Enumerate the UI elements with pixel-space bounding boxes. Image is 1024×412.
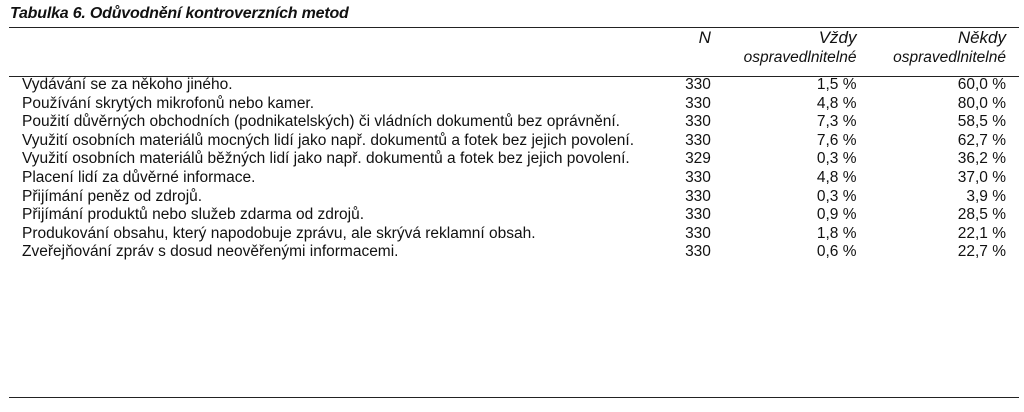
- table-row: [9, 95, 1019, 114]
- row-n: 330: [685, 206, 711, 224]
- table-row: [9, 188, 1019, 207]
- row-label: Vydávání se za někoho jiného.: [22, 76, 233, 93]
- row-sometimes: 80,0 %: [957, 94, 1006, 112]
- row-always: 4,8 %: [816, 168, 857, 186]
- row-always: 1,5 %: [816, 76, 857, 93]
- row-n: 330: [685, 113, 711, 131]
- header-sometimes-line2: ospravedlnitelné: [893, 49, 1006, 66]
- row-n: 330: [685, 224, 711, 242]
- row-sometimes: 22,7 %: [957, 243, 1006, 261]
- row-label: Produkování obsahu, který napodobuje zprávu, ale skrývá reklamní obsah.: [22, 224, 536, 242]
- row-always: 1,8 %: [816, 224, 857, 242]
- row-always: 7,6 %: [816, 131, 857, 149]
- row-sometimes: 36,2 %: [957, 150, 1006, 168]
- row-sometimes: 62,7 %: [957, 131, 1006, 149]
- table-row: [9, 150, 1019, 169]
- row-n: 330: [685, 131, 711, 149]
- header-always-line2: ospravedlnitelné: [743, 49, 857, 66]
- row-label: Zveřejňování zpráv s dosud neověřenými informacemi.: [22, 243, 399, 261]
- row-sometimes: 37,0 %: [957, 168, 1006, 186]
- row-always: 4,8 %: [816, 94, 857, 112]
- table-row: [9, 225, 1019, 244]
- table-row: [9, 206, 1019, 225]
- header-label: [9, 28, 652, 76]
- row-n: 330: [685, 94, 711, 112]
- row-sometimes: 60,0 %: [957, 76, 1006, 93]
- row-sometimes: 28,5 %: [957, 206, 1006, 224]
- header-n: [652, 28, 724, 76]
- table-row: [9, 169, 1019, 188]
- row-n: 330: [685, 168, 711, 186]
- bottom-rule: [9, 397, 1019, 398]
- header-sometimes-line1: Někdy: [957, 28, 1006, 47]
- row-sometimes: 58,5 %: [957, 113, 1006, 131]
- row-always: 7,3 %: [816, 113, 857, 131]
- row-n: 329: [685, 150, 711, 168]
- table-title: Tabulka 6. Odůvodnění kontroverzních metod: [10, 5, 349, 22]
- row-sometimes: 3,9 %: [966, 187, 1006, 205]
- header-always-line1: Vždy: [818, 28, 857, 47]
- row-always: 0,3 %: [816, 187, 857, 205]
- table-row: [9, 132, 1019, 151]
- row-always: 0,3 %: [816, 150, 857, 168]
- row-always: 0,9 %: [816, 206, 857, 224]
- header-sometimes: [870, 28, 1020, 76]
- row-label: Využití osobních materiálů mocných lidí jako např. dokumentů a fotek bez jejich povolení.: [22, 131, 635, 149]
- header-n-text: N: [698, 28, 711, 47]
- row-sometimes: 22,1 %: [957, 224, 1006, 242]
- row-label: Placení lidí za důvěrné informace.: [22, 168, 256, 186]
- table-row: [9, 243, 1019, 262]
- row-label: Využití osobních materiálů běžných lidí jako např. dokumentů a fotek bez jejich povolení.: [22, 150, 630, 168]
- table-row: [9, 113, 1019, 132]
- row-label: Přijímání produktů nebo služeb zdarma od zdrojů.: [22, 206, 365, 224]
- data-table: [9, 28, 1019, 262]
- row-label: Použití důvěrných obchodních (podnikatelských) či vládních dokumentů bez oprávnění.: [22, 113, 620, 131]
- header-always: [724, 28, 870, 76]
- row-n: 330: [685, 76, 711, 93]
- row-label: Přijímání peněz od zdrojů.: [22, 187, 203, 205]
- row-label: Používání skrytých mikrofonů nebo kamer.: [22, 94, 315, 112]
- row-n: 330: [685, 243, 711, 261]
- table-row: [9, 76, 1019, 95]
- header-row: [9, 28, 1019, 76]
- row-always: 0,6 %: [816, 243, 857, 261]
- row-n: 330: [685, 187, 711, 205]
